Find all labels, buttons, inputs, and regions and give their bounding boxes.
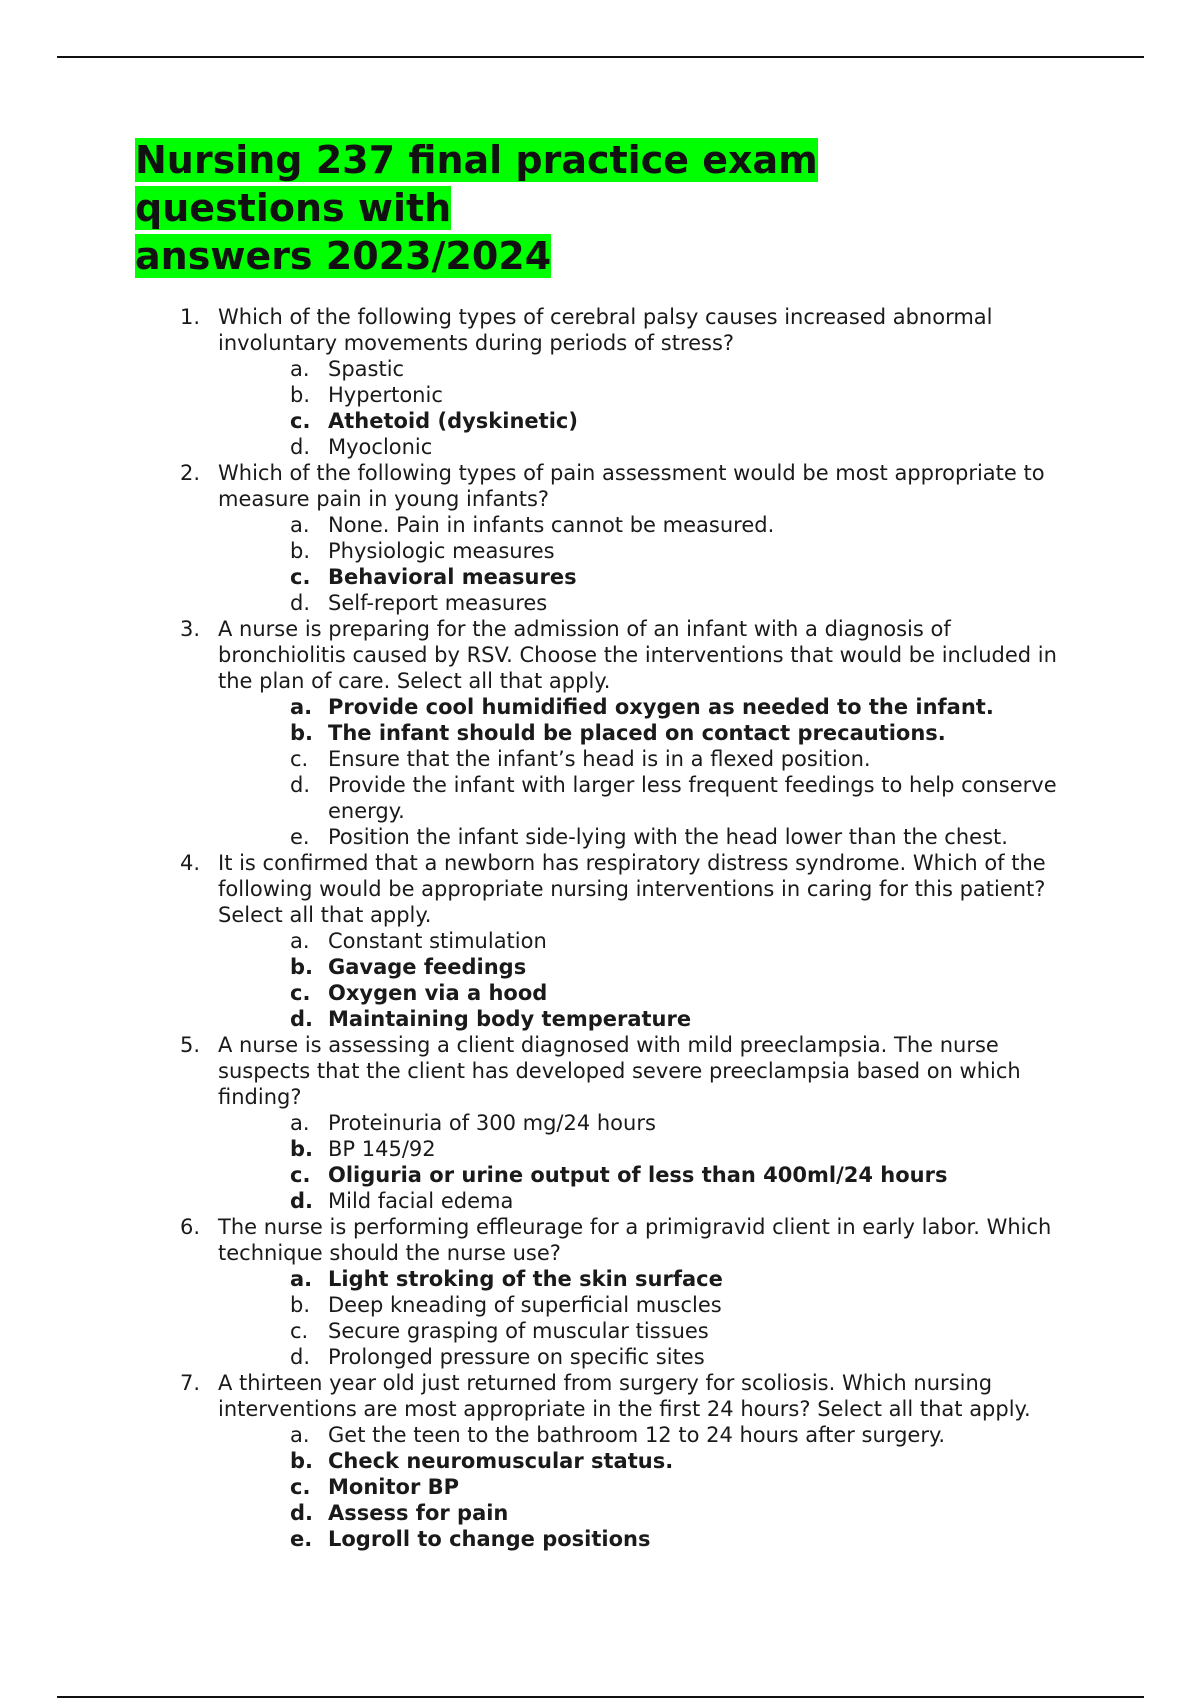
option-letter: c. [290,1475,311,1499]
option-item [290,1188,1080,1214]
option-list [218,512,1080,616]
option-item [290,772,1080,824]
option-item [290,1318,1080,1344]
option-text: Prolonged pressure on specific sites [328,1345,705,1369]
question-item [180,304,1080,460]
option-letter: b. [290,721,314,745]
option-text: Self-report measures [328,591,548,615]
option-letter: e. [290,825,310,849]
option-text: Gavage feedings [328,955,527,979]
answer-option-item [290,1500,1080,1526]
option-list [218,1266,1080,1370]
option-text: Proteinuria of 300 mg/24 hours [328,1111,656,1135]
option-item [290,538,1080,564]
option-letter: a. [290,357,310,381]
option-item [290,356,1080,382]
header-rule [57,56,1144,58]
option-item [290,746,1080,772]
question-number: 5. [180,1033,201,1057]
question-text: A thirteen year old just returned from surgery for scoliosis. Which nursing interventions are most appropriate in the first 24 hours? Select all that apply. [218,1371,1031,1421]
option-text: Physiologic measures [328,539,555,563]
option-text: Oliguria or urine output of less than 400ml/24 hours [328,1163,948,1187]
question-item [180,1370,1080,1552]
option-text: Position the infant side-lying with the head lower than the chest. [328,825,1008,849]
question-item [180,850,1080,1032]
title-line-1: Nursing 237 final practice exam questions with [135,138,818,230]
option-letter: d. [290,773,311,797]
footer-rule [57,1696,1144,1698]
question-number: 6. [180,1215,201,1239]
option-letter: d. [290,435,311,459]
option-item [290,590,1080,616]
option-letter: d. [290,1007,314,1031]
option-text: Athetoid (dyskinetic) [328,409,578,433]
title-line-2: answers 2023/2024 [135,234,552,278]
option-letter: d. [290,1501,314,1525]
option-text: Assess for pain [328,1501,509,1525]
option-letter: e. [290,1527,313,1551]
question-text: It is confirmed that a newborn has respiratory distress syndrome. Which of the following would be appropriate nursing interventions in caring for this patient? Select all that apply. [218,851,1046,927]
option-text: Spastic [328,357,405,381]
option-text: Ensure that the infant’s head is in a flexed position. [328,747,871,771]
option-letter: d. [290,1345,311,1369]
option-text: Provide cool humidified oxygen as needed to the infant. [328,695,994,719]
option-text: Behavioral measures [328,565,577,589]
option-letter: c. [290,981,311,1005]
option-letter: b. [290,539,311,563]
option-list [218,694,1080,850]
option-text: Oxygen via a hood [328,981,548,1005]
question-text: Which of the following types of pain assessment would be most appropriate to measure pain in young infants? [218,461,1045,511]
option-letter: c. [290,409,311,433]
option-item [290,1292,1080,1318]
option-text: Constant stimulation [328,929,547,953]
question-item [180,1032,1080,1214]
option-text: Maintaining body temperature [328,1007,692,1031]
option-letter: a. [290,1423,310,1447]
option-item [290,928,1080,954]
option-letter: b. [290,1293,311,1317]
question-number: 4. [180,851,201,875]
option-letter: b. [290,383,311,407]
option-text: Myoclonic [328,435,433,459]
option-letter: b. [290,955,314,979]
option-item [290,434,1080,460]
answer-option-item [290,564,1080,590]
option-letter: d. [290,591,311,615]
option-letter: d. [290,1189,314,1213]
answer-option-item [290,1526,1080,1552]
option-text: BP 145/92 [328,1137,436,1161]
question-item [180,616,1080,850]
option-list [218,356,1080,460]
answer-option-item [290,694,1080,720]
question-number: 7. [180,1371,201,1395]
option-text: Get the teen to the bathroom 12 to 24 hours after surgery. [328,1423,946,1447]
option-text: Check neuromuscular status. [328,1449,674,1473]
question-text: Which of the following types of cerebral palsy causes increased abnormal involuntary movements during periods of stress? [218,305,993,355]
option-list [218,1422,1080,1552]
option-text: Logroll to change positions [328,1527,651,1551]
option-letter: c. [290,565,311,589]
option-list [218,1110,1080,1214]
option-text: Monitor BP [328,1475,460,1499]
answer-option-item [290,954,1080,980]
option-letter: b. [290,1449,314,1473]
answer-option-item [290,1448,1080,1474]
question-text: The nurse is performing effleurage for a primigravid client in early labor. Which technique should the nurse use? [218,1215,1052,1265]
answer-option-item [290,1006,1080,1032]
question-text: A nurse is assessing a client diagnosed with mild preeclampsia. The nurse suspects that the client has developed severe preeclampsia based on which finding? [218,1033,1021,1109]
answer-option-item [290,1266,1080,1292]
question-list [180,304,1080,1552]
question-number: 3. [180,617,201,641]
option-letter: a. [290,929,310,953]
option-letter: c. [290,1319,309,1343]
option-item [290,1344,1080,1370]
answer-option-item [290,1162,1080,1188]
document-title [135,136,1035,280]
option-letter: a. [290,513,310,537]
option-item [290,824,1080,850]
option-letter: a. [290,1267,313,1291]
question-text: A nurse is preparing for the admission of an infant with a diagnosis of bronchiolitis caused by RSV. Choose the interventions that would be included in the plan of care. Select all that apply. [218,617,1057,693]
option-item [290,382,1080,408]
option-text: Secure grasping of muscular tissues [328,1319,709,1343]
option-text: Provide the infant with larger less frequent feedings to help conserve energy. [328,773,1057,823]
option-letter: c. [290,1163,311,1187]
question-number: 1. [180,305,201,329]
option-text: The infant should be placed on contact precautions. [328,721,946,745]
option-item [290,1422,1080,1448]
option-text: Hypertonic [328,383,443,407]
option-text: Light stroking of the skin surface [328,1267,723,1291]
answer-option-item [290,1474,1080,1500]
question-item [180,460,1080,616]
option-item [290,1136,1080,1162]
option-letter: c. [290,747,309,771]
option-text: Deep kneading of superficial muscles [328,1293,722,1317]
option-letter: a. [290,695,313,719]
option-text: Mild facial edema [328,1189,514,1213]
option-item [290,1110,1080,1136]
option-letter: b. [290,1137,314,1161]
option-text: None. Pain in infants cannot be measured. [328,513,775,537]
answer-option-item [290,980,1080,1006]
answer-option-item [290,408,1080,434]
option-list [218,928,1080,1032]
answer-option-item [290,720,1080,746]
option-item [290,512,1080,538]
option-letter: a. [290,1111,310,1135]
question-item [180,1214,1080,1370]
question-number: 2. [180,461,201,485]
